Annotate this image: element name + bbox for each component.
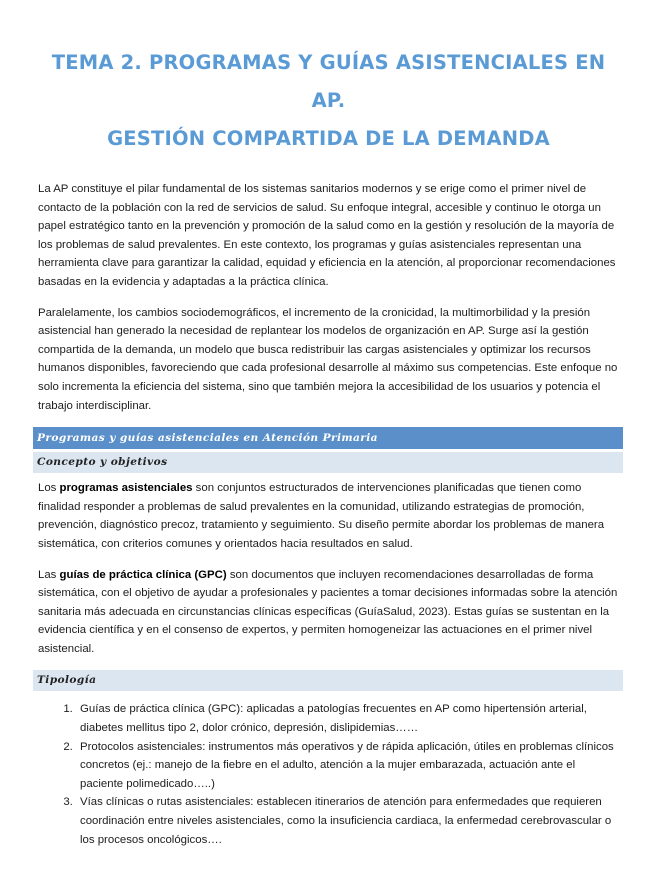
paragraph-programas-asistenciales <box>38 479 619 553</box>
list-item: 3. Vías clínicas o rutas asistenciales: establecen itinerarios de atención para enfermedades que requieren coordinación entre niveles asistenciales, como la insuficiencia cardiaca, la enfermedad cerebrovascular o los procesos oncológicos…. <box>76 793 619 849</box>
paragraph-guias-practica-clinica <box>38 566 619 659</box>
intro-paragraph-2: Paralelamente, los cambios sociodemográficos, el incremento de la cronicidad, la multimorbilidad y la presión asistencial han generado la necesidad de replantear los modelos de organización en AP. Surge así la gestión compartida de la demanda, un modelo que busca redistribuir las cargas asistenciales y optimizar los recursos humanos disponibles, favoreciendo que cada profesional desarrolle al máximo sus competencias. Este enfoque no solo incrementa la eficiencia del sistema, sino que también mejora la accesibilidad de los usuarios y potencia el trabajo interdisciplinar. <box>38 306 618 412</box>
list-item: 1. Guías de práctica clínica (GPC): aplicadas a patologías frecuentes en AP como hipertensión arterial, diabetes mellitus tipo 2, dolor crónico, depresión, dislipidemias…… <box>76 700 619 737</box>
tipologia-list <box>38 700 619 849</box>
document-page <box>0 44 655 892</box>
subsection-heading-concepto: Concepto y objetivos <box>33 452 623 473</box>
section-heading-programas-guias: Programas y guías asistenciales en Atención Primaria <box>33 427 623 449</box>
text-rest: son conjuntos estructurados de intervenciones planificadas que tienen como finalidad responder a problemas de salud prevalentes en la comunidad, utilizando estrategias de promoción, prevención, diagnóstico precoz, tratamiento y seguimiento. Su diseño permite abordar los problemas de manera sistemática, con criterios comunes y orientados hacia resultados en salud. <box>38 482 605 550</box>
text-pre: Las <box>38 568 60 581</box>
title-line-1: TEMA 2. PROGRAMAS Y GUÍAS ASISTENCIALES EN AP. <box>51 51 606 112</box>
intro-paragraph-1: La AP constituye el pilar fundamental de los sistemas sanitarios modernos y se erige como el primer nivel de contacto de la población con la red de servicios de salud. Su enfoque integral, accesible y continuo le otorga un papel estratégico tanto en la prevención y promoción de la salud como en la gestión y resolución de la mayoría de los problemas de salud prevalentes. En este contexto, los programas y guías asistenciales representan una herramienta clave para garantizar la calidad, equidad y eficiencia en la atención, al proporcionar recomendaciones basadas en la evidencia y adaptadas a la práctica clínica. <box>38 183 616 288</box>
page-title <box>38 44 619 158</box>
term-programas-asistenciales: programas asistenciales <box>59 482 193 495</box>
list-item: 2. Protocolos asistenciales: instrumentos más operativos y de rápida aplicación, útiles en problemas clínicos concretos (ej.: manejo de la fiebre en el adulto, atención a la mujer embarazada, actuación ante el paciente polimedicado…..) <box>76 738 619 794</box>
text-pre: Los <box>38 482 60 495</box>
subsection-heading-tipologia: Tipología <box>33 670 623 691</box>
term-guias-practica-clinica: guías de práctica clínica (GPC) <box>59 568 227 581</box>
title-line-2: GESTIÓN COMPARTIDA DE LA DEMANDA <box>107 127 550 150</box>
text-rest: son documentos que incluyen recomendaciones desarrolladas de forma sistemática, con el objetivo de ayudar a profesionales y pacientes a tomar decisiones informadas sobre la atención sanitaria más adecuada en circunstancias clínicas específicas (GuíaSalud, 2023). Estas guías se sustentan en la evidencia científica y en el consenso de expertos, y permiten homogeneizar las actuaciones en el primer nivel asistencial. <box>38 568 618 655</box>
